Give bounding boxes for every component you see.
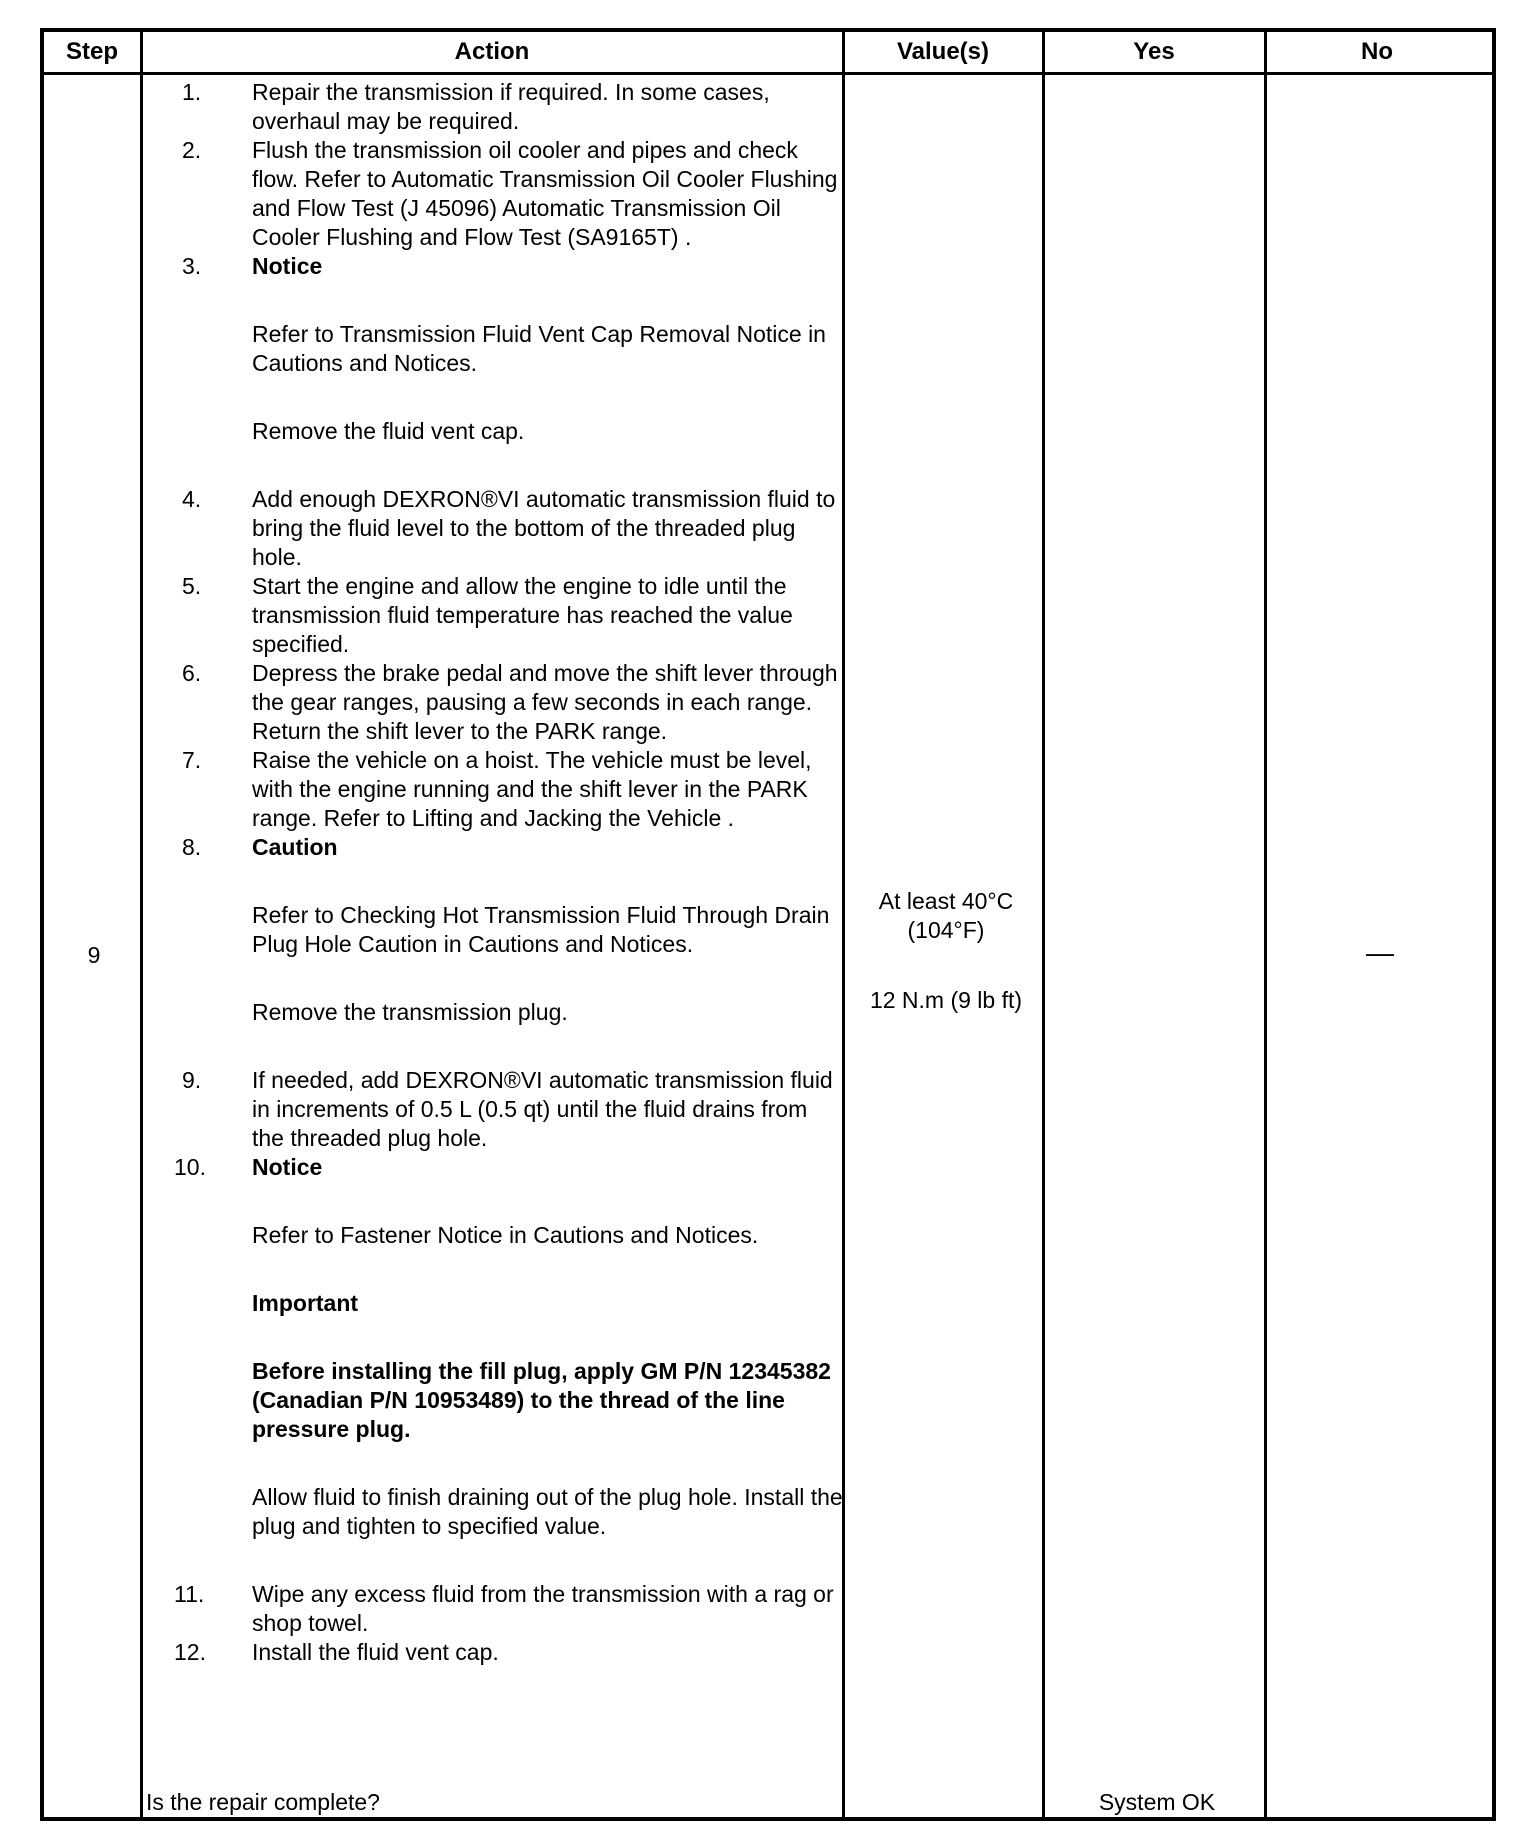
diagnostic-table: [40, 28, 1496, 1821]
no-result: —: [1366, 937, 1394, 968]
torque-value: 12 N.m (9 lb ft): [869, 987, 1023, 1013]
values-cell: [846, 887, 1046, 1015]
action-step-11: 11. Wipe any excess fluid from the transmission with a rag or shop towel.: [174, 1581, 834, 1636]
action-step-6: 6. Depress the brake pedal and move the shift lever through the gear ranges, pausing a few seconds in each range. Return the shift lever to the PARK range.: [182, 660, 838, 744]
action-step-9: 9. If needed, add DEXRON®VI automatic transmission fluid in increments of 0.5 L (0.5 qt) until the fluid drains from the threaded plug hole.: [182, 1067, 833, 1151]
header-yes: Yes: [1133, 38, 1175, 65]
action-step-7: 7. Raise the vehicle on a hoist. The vehicle must be level, with the engine running and the shift lever in the PARK range. Refer to Lifting and Jacking the Vehicle .: [182, 747, 812, 831]
caution-label: Caution: [252, 834, 338, 860]
repair-question: Is the repair complete?: [146, 1789, 380, 1815]
action-step-5: 5. Start the engine and allow the engine to idle until the transmission fluid temperature has reached the value specified.: [182, 573, 793, 657]
important-label: Important: [252, 1290, 359, 1316]
column-divider: [1264, 32, 1267, 1817]
header-step: Step: [65, 38, 118, 65]
column-divider: [140, 32, 143, 1817]
header-action: Action: [454, 38, 530, 65]
notice-text: Refer to Transmission Fluid Vent Cap Removal Notice in Cautions and Notices.: [252, 321, 826, 376]
important-text: Before installing the fill plug, apply GM P/N 12345382 (Canadian P/N 10953489) to the thread of the line pressure plug.: [252, 1358, 831, 1442]
temperature-value-f: (104°F): [907, 917, 985, 943]
notice-label: Notice: [252, 1154, 323, 1180]
action-step-10: 10. Notice Refer to Fastener Notice in Cautions and Notices. Important Before installing the fill plug, apply GM P/N 12345382 (Canadian P/N 10953489) to the thread of the line pressure plug. Allow fluid to finish draining out of the plug hole. Install the plug and tighten to specified value.: [174, 1154, 843, 1539]
notice-text: Refer to Fastener Notice in Cautions and Notices.: [252, 1222, 759, 1248]
action-step-4: 4. Add enough DEXRON®VI automatic transmission fluid to bring the fluid level to the bottom of the threaded plug hole.: [182, 486, 836, 570]
action-step-8: 8. Caution Refer to Checking Hot Transmission Fluid Through Drain Plug Hole Caution in Cautions and Notices. Remove the transmission plug.: [144, 833, 844, 1066]
instruction-text: Remove the transmission plug.: [252, 999, 568, 1025]
notice-label: Notice: [252, 253, 323, 279]
header-divider: [44, 72, 1492, 75]
header-values: Value(s): [896, 38, 990, 65]
action-step-3: 3. Notice Refer to Transmission Fluid Vent Cap Removal Notice in Cautions and Notices. Remove the fluid vent cap.: [144, 252, 844, 485]
action-list: [144, 78, 844, 1667]
action-step-2: 2. Flush the transmission oil cooler and pipes and check flow. Refer to Automatic Transmission Oil Cooler Flushing and Flow Test (J 45096) Automatic Transmission Oil Cooler Flushing and Flow Test (SA9165T) .: [182, 137, 838, 250]
action-step-12: 12. Install the fluid vent cap.: [174, 1639, 499, 1665]
action-step-1: 1. Repair the transmission if required. In some cases, overhaul may be required.: [182, 79, 770, 134]
instruction-text: Allow fluid to finish draining out of the plug hole. Install the plug and tighten to specified value.: [252, 1484, 843, 1539]
caution-text: Refer to Checking Hot Transmission Fluid Through Drain Plug Hole Caution in Cautions and Notices.: [252, 902, 830, 957]
instruction-text: Remove the fluid vent cap.: [252, 418, 525, 444]
header-no: No: [1361, 38, 1393, 65]
temperature-value: At least 40°C: [878, 888, 1014, 914]
yes-result: System OK: [1098, 1789, 1216, 1815]
step-number: 9: [87, 942, 101, 968]
